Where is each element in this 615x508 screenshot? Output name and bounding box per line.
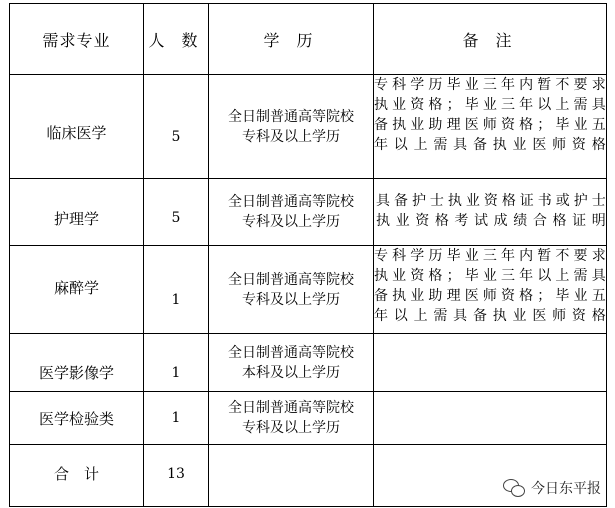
total-label: 合 计: [53, 465, 99, 483]
count-cell: [144, 179, 209, 246]
notes-line: 具备护士执业资格证书或护士: [376, 193, 606, 209]
notes-line: 年以上需具备执业医师资格: [374, 137, 606, 153]
notes-line: 专科学历毕业三年内暂不要求: [374, 248, 606, 264]
notes-cell: [374, 246, 607, 334]
major-label: 医学影像学: [38, 364, 114, 382]
notes-line: 执业资格；毕业三年以上需具: [374, 268, 606, 284]
table-row: [10, 75, 607, 179]
header-education: 学 历: [209, 4, 374, 75]
count-cell: [144, 75, 209, 179]
count-value: 1: [171, 364, 181, 381]
education-line: 全日制普通高等院校: [228, 271, 354, 288]
header-notes: 备 注: [374, 4, 607, 75]
notes-cell: [374, 179, 607, 246]
table-row: [10, 179, 607, 246]
education-line: 专科及以上学历: [242, 128, 340, 145]
watermark-text: 今日东平报: [531, 481, 601, 497]
education-cell: [209, 179, 374, 246]
recruitment-table: [9, 3, 607, 507]
education-line: 全日制普通高等院校: [228, 194, 354, 210]
total-count-cell: [144, 445, 209, 507]
major-label: 护理学: [53, 209, 99, 228]
major-cell: [10, 246, 144, 334]
table-row: [10, 246, 607, 334]
major-cell: [10, 179, 144, 246]
education-line: 专科及以上学历: [242, 291, 340, 308]
count-value: 5: [171, 210, 181, 226]
table-row: [10, 392, 607, 445]
education-line: 专科及以上学历: [242, 420, 340, 436]
count-cell: [144, 334, 209, 392]
notes-cell: [374, 75, 607, 179]
education-cell: [209, 246, 374, 334]
header-major: 需求专业: [10, 4, 144, 75]
education-line: 专科及以上学历: [242, 214, 340, 230]
major-cell: [10, 392, 144, 445]
total-education-cell: [209, 445, 374, 507]
major-label: 临床医学: [46, 124, 107, 142]
education-line: 全日制普通高等院校: [228, 344, 354, 361]
notes-line: 专科学历毕业三年内暂不要求: [374, 77, 606, 93]
notes-line: 年以上需具备执业医师资格: [374, 308, 606, 324]
major-cell: [10, 75, 144, 179]
count-cell: [144, 392, 209, 445]
total-label-cell: [10, 445, 144, 507]
major-label: 医学检验类: [38, 409, 114, 428]
notes-line: 执业资格考试成绩合格证明: [376, 213, 606, 229]
total-count: 13: [167, 465, 185, 482]
education-line: 全日制普通高等院校: [228, 108, 354, 125]
count-value: 5: [171, 128, 181, 145]
wechat-icon: [503, 479, 525, 497]
notes-line: 执业资格；毕业三年以上需具: [374, 97, 606, 113]
header-count: 人 数: [144, 4, 209, 75]
watermark: [503, 478, 601, 498]
table-header-row: [10, 4, 607, 75]
education-line: 本科及以上学历: [242, 364, 340, 381]
education-cell: [209, 392, 374, 445]
notes-cell: [374, 334, 607, 392]
education-line: 全日制普通高等院校: [228, 400, 354, 416]
major-cell: [10, 334, 144, 392]
education-cell: [209, 75, 374, 179]
count-cell: [144, 246, 209, 334]
count-value: 1: [171, 291, 181, 308]
education-cell: [209, 334, 374, 392]
notes-line: 备执业助理医师资格；毕业五: [374, 288, 606, 304]
notes-cell: [374, 392, 607, 445]
table-row: [10, 334, 607, 392]
notes-line: 备执业助理医师资格；毕业五: [374, 117, 606, 133]
major-label: 麻醉学: [53, 279, 99, 297]
count-value: 1: [171, 410, 181, 426]
